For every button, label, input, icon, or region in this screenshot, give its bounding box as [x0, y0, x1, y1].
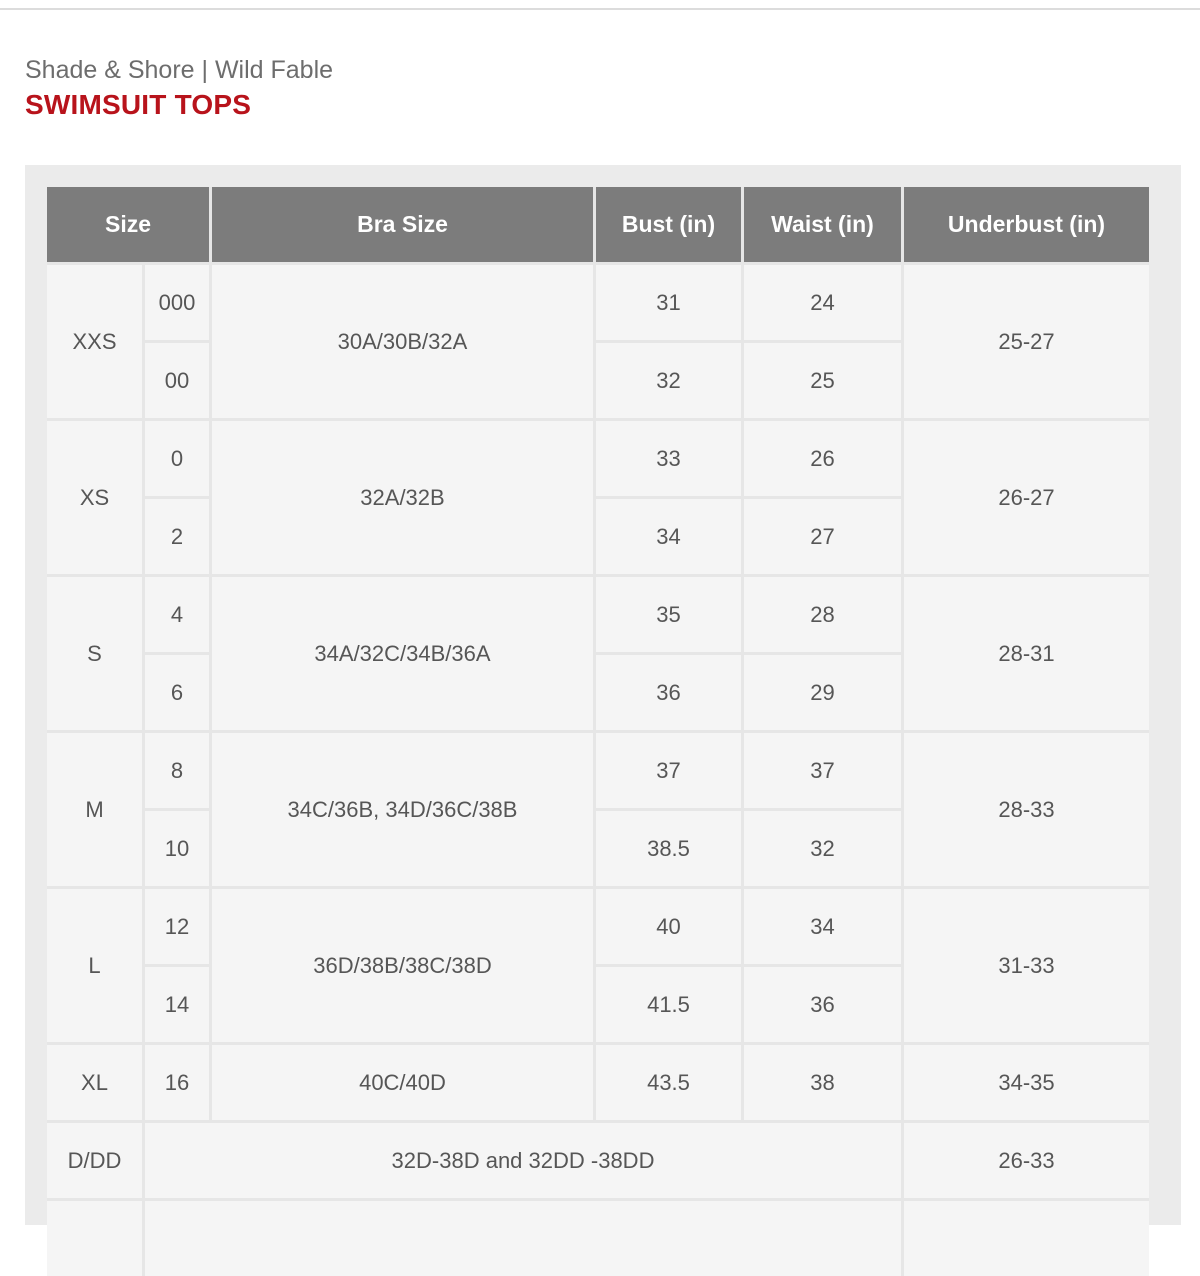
bust-cell: 34: [596, 499, 741, 574]
bust-cell: 41.5: [596, 967, 741, 1042]
bust-cell: 36: [596, 655, 741, 730]
bust-cell: 38.5: [596, 811, 741, 886]
waist-cell: 28: [744, 577, 901, 652]
empty-cell: [145, 1201, 901, 1276]
bra-size-cell: 34C/36B, 34D/36C/38B: [212, 733, 593, 886]
size-number-cell: 6: [145, 655, 209, 730]
waist-cell: 25: [744, 343, 901, 418]
size-number-cell: 4: [145, 577, 209, 652]
waist-cell: 32: [744, 811, 901, 886]
bust-cell: 32: [596, 343, 741, 418]
bust-cell: 43.5: [596, 1045, 741, 1120]
page-title: SWIMSUIT TOPS: [25, 89, 252, 120]
waist-cell: 24: [744, 265, 901, 340]
bust-cell: 33: [596, 421, 741, 496]
size-number-cell: 10: [145, 811, 209, 886]
waist-cell: 34: [744, 889, 901, 964]
size-number-cell: 8: [145, 733, 209, 808]
header-size: Size: [47, 187, 209, 262]
bra-size-cell: 32D-38D and 32DD -38DD: [145, 1123, 901, 1198]
underbust-cell: 28-31: [904, 577, 1149, 730]
waist-cell: 37: [744, 733, 901, 808]
size-number-cell: 0: [145, 421, 209, 496]
bra-size-cell: 36D/38B/38C/38D: [212, 889, 593, 1042]
top-divider: [0, 8, 1200, 10]
size-letter-cell: XS: [47, 421, 142, 574]
bust-cell: 37: [596, 733, 741, 808]
size-letter-cell: S: [47, 577, 142, 730]
size-number-cell: 16: [145, 1045, 209, 1120]
header-bust: Bust (in): [596, 187, 741, 262]
waist-cell: 26: [744, 421, 901, 496]
size-number-cell: 14: [145, 967, 209, 1042]
size-letter-cell: XL: [47, 1045, 142, 1120]
size-letter-cell: D/DD: [47, 1123, 142, 1198]
size-chart-table: [47, 187, 1149, 1276]
bust-cell: 31: [596, 265, 741, 340]
empty-cell: [904, 1201, 1149, 1276]
empty-cell: [47, 1201, 142, 1276]
size-letter-cell: M: [47, 733, 142, 886]
header-underbust: Underbust (in): [904, 187, 1149, 262]
underbust-cell: 28-33: [904, 733, 1149, 886]
underbust-cell: 26-27: [904, 421, 1149, 574]
size-number-cell: 2: [145, 499, 209, 574]
underbust-cell: 34-35: [904, 1045, 1149, 1120]
waist-cell: 29: [744, 655, 901, 730]
size-letter-cell: L: [47, 889, 142, 1042]
header-waist: Waist (in): [744, 187, 901, 262]
bra-size-cell: 34A/32C/34B/36A: [212, 577, 593, 730]
underbust-cell: 25-27: [904, 265, 1149, 418]
bra-size-cell: 30A/30B/32A: [212, 265, 593, 418]
underbust-cell: 26-33: [904, 1123, 1149, 1198]
bust-cell: 35: [596, 577, 741, 652]
brand-line: Shade & Shore | Wild Fable: [25, 56, 334, 84]
size-number-cell: 00: [145, 343, 209, 418]
size-number-cell: 12: [145, 889, 209, 964]
waist-cell: 38: [744, 1045, 901, 1120]
size-number-cell: 000: [145, 265, 209, 340]
waist-cell: 36: [744, 967, 901, 1042]
bra-size-cell: 32A/32B: [212, 421, 593, 574]
bra-size-cell: 40C/40D: [212, 1045, 593, 1120]
bust-cell: 40: [596, 889, 741, 964]
header-bra-size: Bra Size: [212, 187, 593, 262]
size-letter-cell: XXS: [47, 265, 142, 418]
waist-cell: 27: [744, 499, 901, 574]
underbust-cell: 31-33: [904, 889, 1149, 1042]
